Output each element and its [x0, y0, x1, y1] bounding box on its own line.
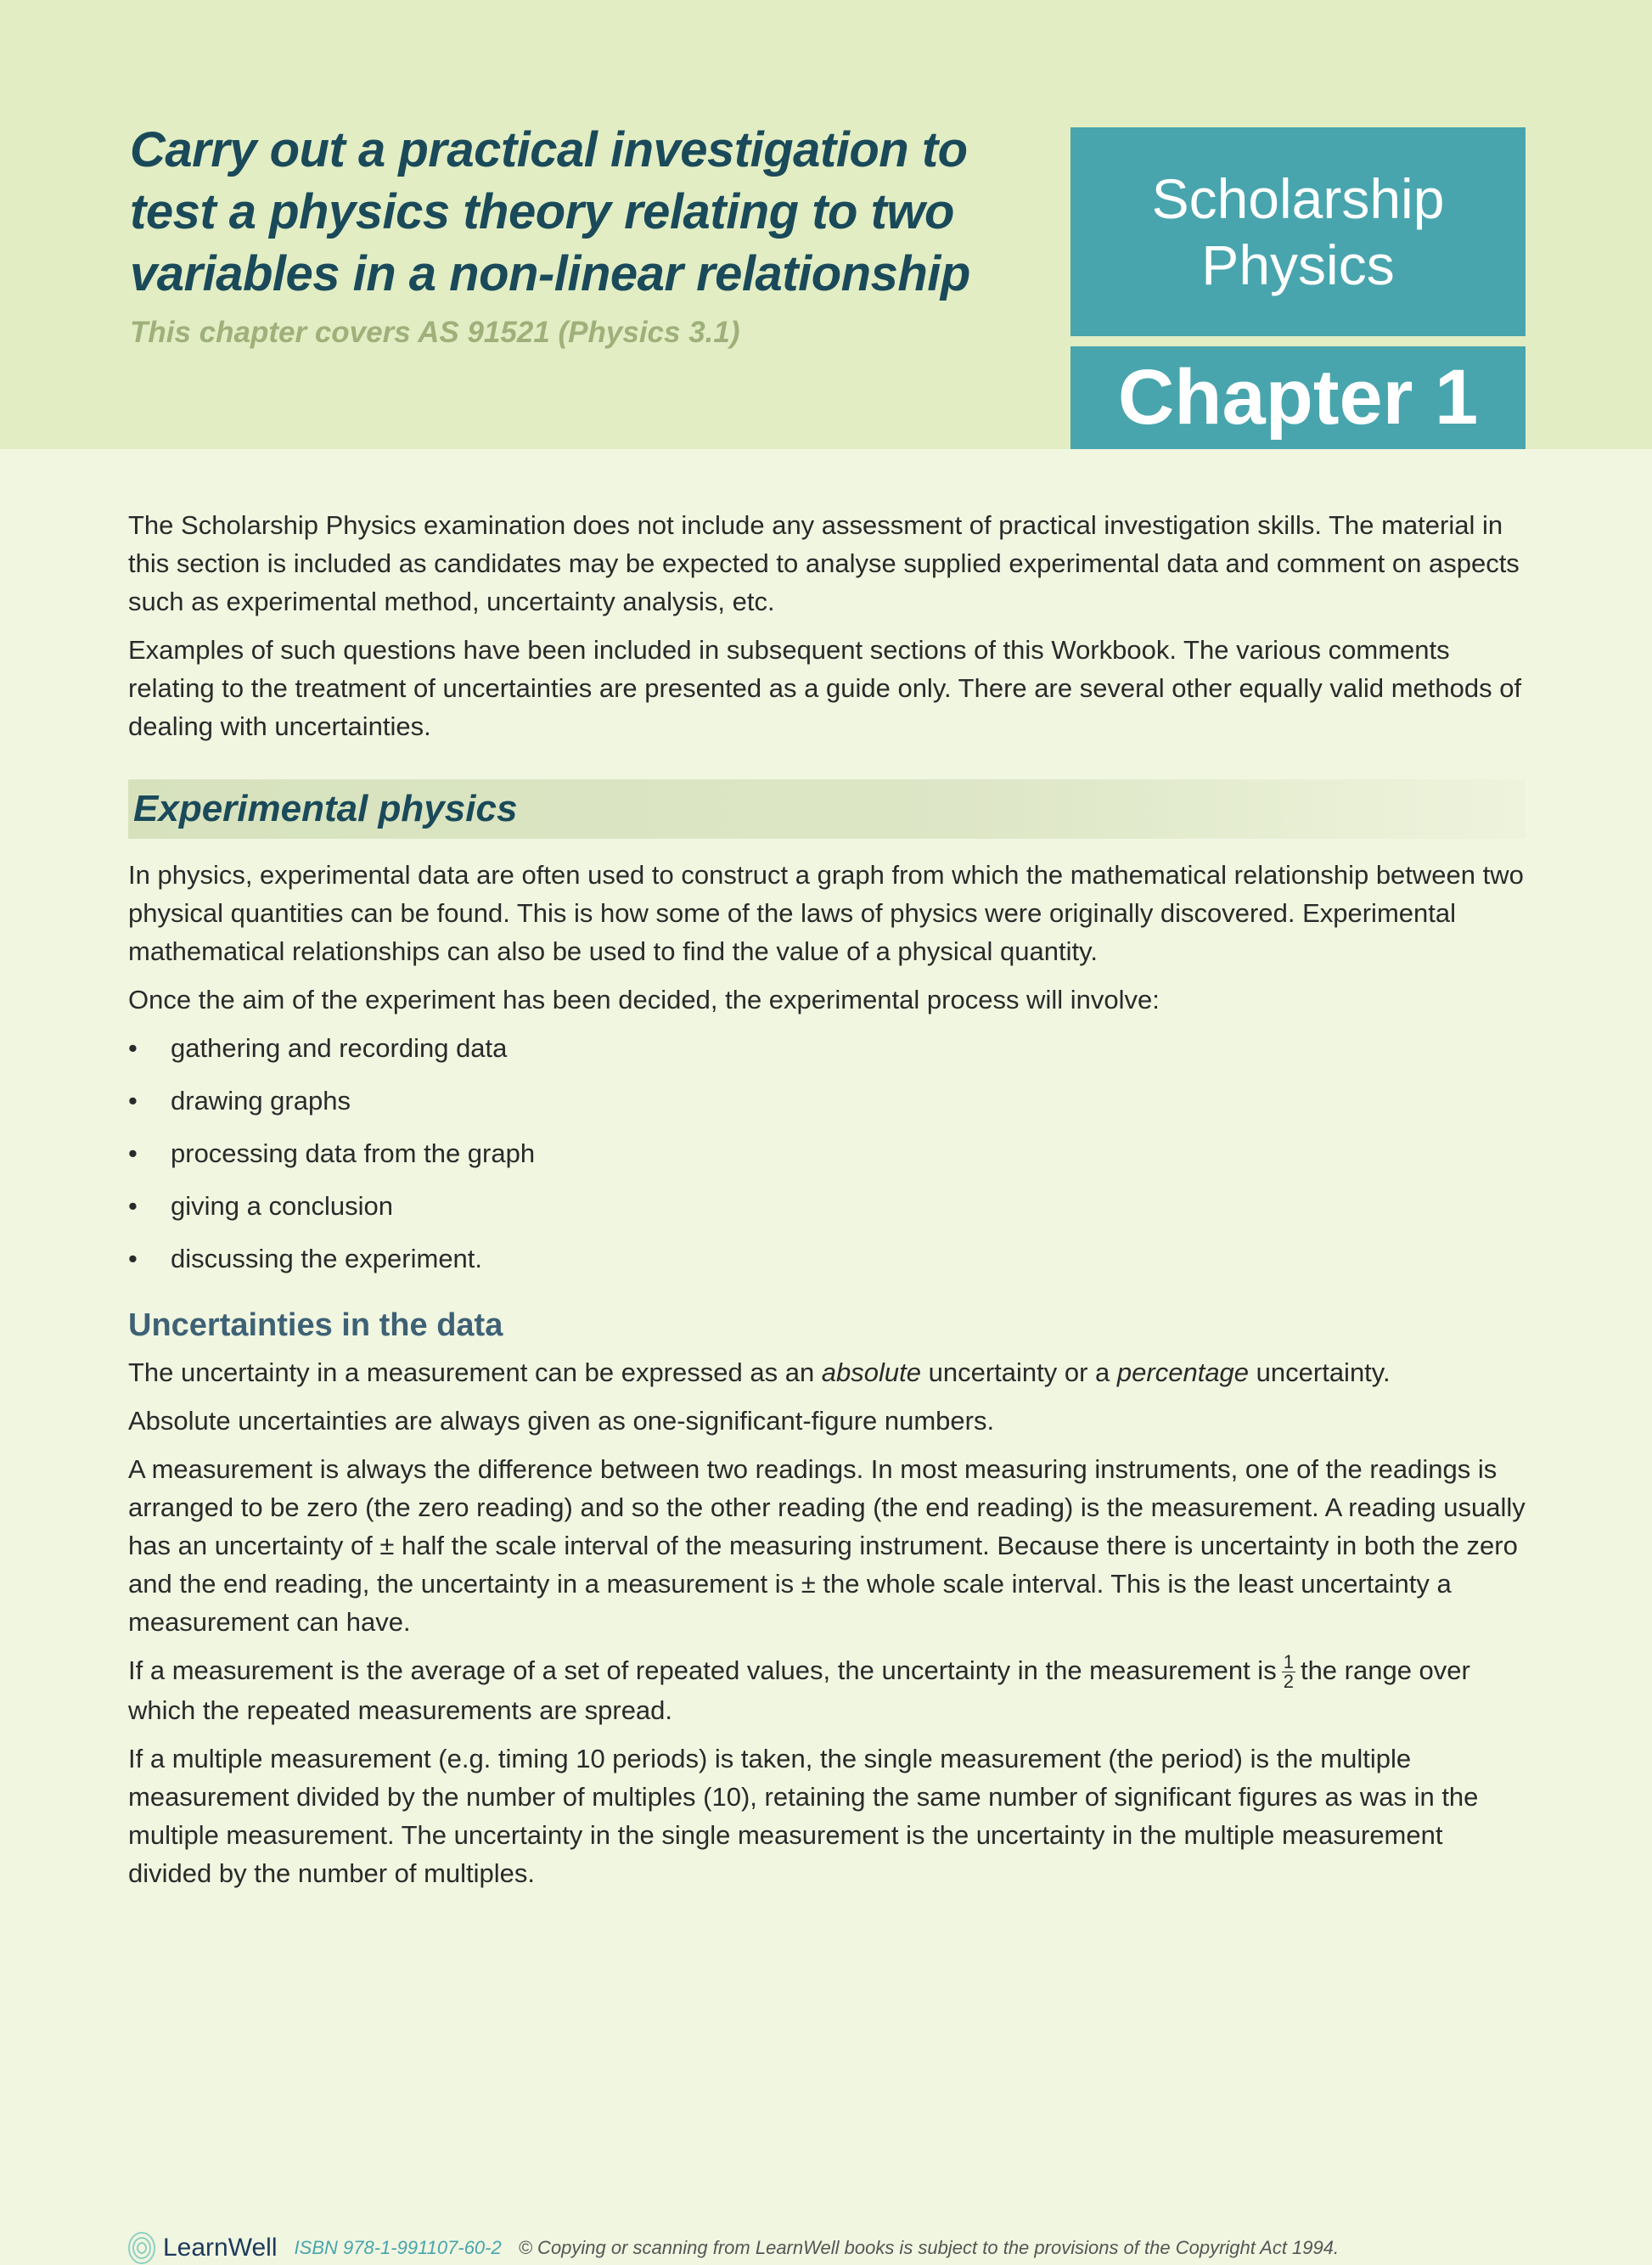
copyright-notice: © Copying or scanning from LearnWell books is subject to the provisions of the Copyright Act 1994. — [518, 2237, 1340, 2258]
list-item: • giving a conclusion — [128, 1187, 1526, 1225]
paragraph: Once the aim of the experiment has been decided, the experimental process will involve: — [128, 985, 1160, 1014]
subsection-heading: Uncertainties in the data — [128, 1307, 503, 1343]
numerator: 1 — [1283, 1651, 1294, 1673]
text: the range over which the repeated measurements are spread. — [128, 1655, 1470, 1726]
paragraph: In physics, experimental data are often used to construct a graph from which the mathematical relationship between two physical quantities can be found. This is how some of the laws of physics were originally discovered. Experimental mathematical relationships can also be used to find the value of a physical quantity. — [128, 860, 1524, 966]
chapter-title: Carry out a practical investigation to test a physics theory relating to two variables in a non-linear relationship — [130, 122, 970, 301]
isbn: ISBN 978-1-991107-60-2 — [294, 2237, 502, 2258]
paragraph: A measurement is always the difference between two readings. In most measuring instruments, one of the readings is arranged to be zero (the zero reading) and so the other reading (the end reading) is the measurement. A reading usually has an uncertainty of ± half the scale interval of the measuring instrument. Because there is uncertainty in both the zero and the end reading, the uncertainty in a measurement is ± the whole scale interval. This is the least uncertainty a measurement can have. — [128, 1454, 1526, 1637]
denominator: 2 — [1283, 1671, 1294, 1693]
chapter-number-box: Chapter 1 — [1070, 346, 1526, 449]
list-item: • processing data from the graph — [128, 1134, 1526, 1172]
emphasis: absolute — [821, 1357, 922, 1387]
fraction-half — [1282, 1653, 1295, 1691]
chapter-subtitle: This chapter covers AS 91521 (Physics 3.1) — [130, 316, 740, 349]
book-title-line1: Scholarship — [1151, 167, 1445, 230]
text: If a measurement is the average of a set of repeated values, the uncertainty in the measurement is — [128, 1655, 1277, 1685]
paragraph — [128, 1353, 1526, 1391]
book-title-box — [1070, 127, 1526, 336]
book-title-line2: Physics — [1201, 233, 1395, 296]
learnwell-logo — [127, 2231, 278, 2265]
process-list — [128, 1029, 1526, 1278]
paragraph: If a multiple measurement (e.g. timing 10 periods) is taken, the single measurement (the period) is the multiple measurement divided by the number of multiples (10), retaining the same number of significant figures as was in the multiple measurement. The uncertainty in the single measurement is the uncertainty in the multiple measurement divided by the number of multiples. — [128, 1744, 1479, 1889]
spiral-icon — [127, 2231, 156, 2265]
emphasis: percentage — [1116, 1357, 1250, 1387]
list-item: • discussing the experiment. — [128, 1239, 1526, 1278]
section-heading: Experimental physics — [128, 779, 1526, 839]
paragraph: Absolute uncertainties are always given as one-significant-figure numbers. — [128, 1406, 995, 1436]
logo-text: LearnWell — [163, 2234, 278, 2262]
intro-paragraph: Examples of such questions have been included in subsequent sections of this Workbook. The various comments relating to the treatment of uncertainties are presented as a guide only. There are several other equally valid methods of dealing with uncertainties. — [128, 635, 1522, 741]
paragraph — [128, 1651, 1526, 1729]
list-item: • drawing graphs — [128, 1082, 1526, 1120]
text: uncertainty. — [1249, 1357, 1391, 1387]
list-item: • gathering and recording data — [128, 1029, 1526, 1067]
text: uncertainty or a — [921, 1357, 1117, 1387]
text: The uncertainty in a measurement can be expressed as an — [128, 1357, 822, 1387]
page-footer — [127, 2231, 1339, 2265]
intro-paragraph: The Scholarship Physics examination does not include any assessment of practical investigation skills. The material in this section is included as candidates may be expected to analyse supplied experimental data and comment on aspects such as experimental method, uncertainty analysis, etc. — [128, 510, 1520, 616]
page-content — [128, 506, 1526, 1902]
chapter-header — [0, 0, 1652, 449]
